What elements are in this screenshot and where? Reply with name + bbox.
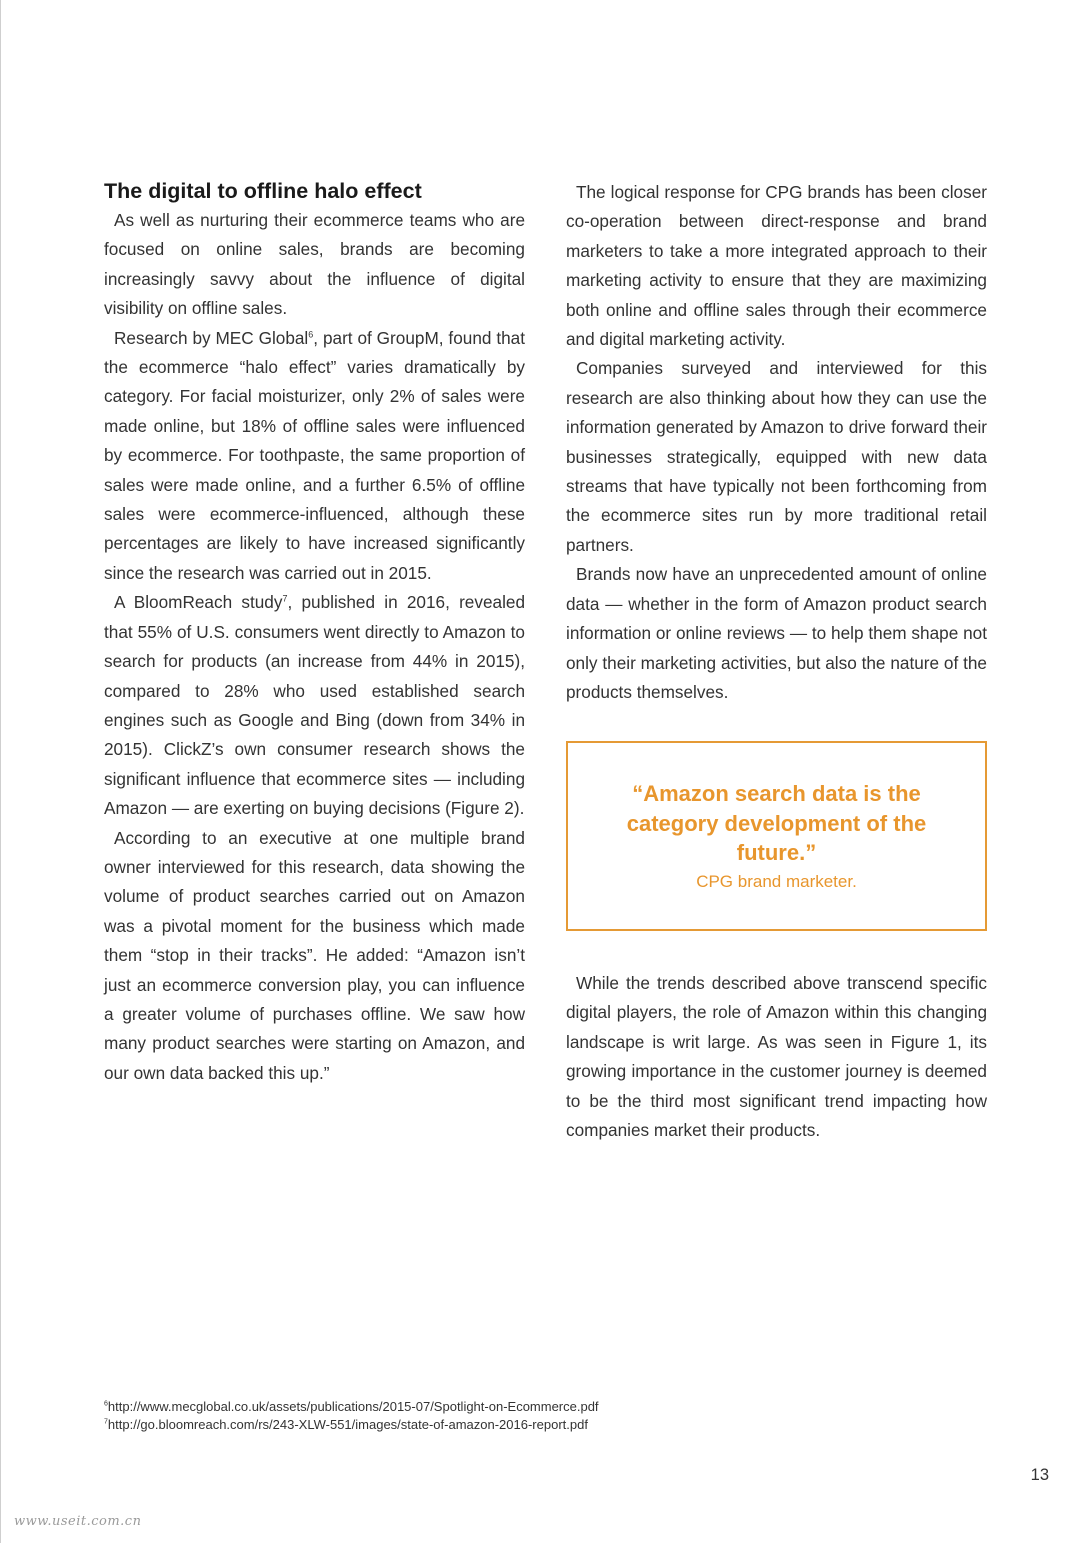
footnotes [104, 1398, 599, 1434]
pull-quote-attribution: CPG brand marketer. [696, 871, 857, 891]
footnote-ref: 6 [308, 328, 314, 339]
paragraph [104, 324, 525, 589]
paragraph-text: , published in 2016, revealed that 55% of U.S. consumers went directly to Amazon to search for products (an increase from 44% in 2015), compared to 28% who used established search engines such as Google and Bing (down from 34% in 2015). ClickZ’s own consumer research shows the significant influence that ecommerce sites — including Amazon — are exerting on buying decisions (Figure 2). [104, 592, 526, 819]
footnote-number: 6 [104, 1400, 108, 1408]
paragraph-text: A BloomReach study [114, 592, 283, 613]
right-column [566, 178, 987, 707]
section-heading: The digital to offline halo effect [104, 179, 422, 203]
footnote-link[interactable]: http://www.mecglobal.co.uk/assets/publications/2015-07/Spotlight-on-Ecommerce.pdf [107, 1399, 599, 1414]
page-number: 13 [1030, 1466, 1049, 1484]
footnote [104, 1416, 599, 1434]
pull-quote-box [566, 741, 987, 931]
paragraph-text: , part of GroupM, found that the ecommerce “halo effect” varies dramatically by category. For facial moisturizer, only 2% of sales were made online, but 18% of offline sales were influenced by ecommerce. For toothpaste, the same proportion of sales were made online, and a further 6.5% of offline sales were ecommerce-influenced, although these percentages are likely to have increased significantly since the research was carried out in 2015. [104, 327, 525, 583]
left-column [104, 178, 525, 1088]
paragraph: While the trends described above transcend specific digital players, the role of Amazon within this changing landscape is writ large. As was seen in Figure 1, its growing importance in the customer journey is deemed to be the third most significant trend impacting how companies market their products. [566, 973, 987, 1141]
watermark: www.useit.com.cn [14, 1514, 142, 1529]
paragraph: The logical response for CPG brands has been closer co-operation between direct-response and brand marketers to take a more integrated approach to their marketing activity to ensure that they are maximizing both online and offline sales through their ecommerce and digital marketing activity. [566, 182, 987, 350]
paragraph [104, 588, 525, 823]
right-column-lower [566, 969, 987, 1145]
paragraph: Brands now have an unprecedented amount of online data — whether in the form of Amazon product search information or online reviews — to help them shape not only their marketing activities, but also the nature of the products themselves. [566, 564, 987, 702]
footnote-link[interactable]: http://go.bloomreach.com/rs/243-XLW-551/images/state-of-amazon-2016-report.pdf [107, 1417, 588, 1432]
pull-quote-text: “Amazon search data is the category development of the future.” [626, 781, 927, 865]
paragraph: As well as nurturing their ecommerce teams who are focused on online sales, brands are becoming increasingly savvy about the influence of digital visibility on offline sales. [104, 210, 525, 319]
page-edge-line [0, 0, 1, 1543]
paragraph: According to an executive at one multiple brand owner interviewed for this research, data showing the volume of product searches carried out on Amazon was a pivotal moment for the business which made them “stop in their tracks”. He added: “Amazon isn’t just an ecommerce conversion play, you can influence a greater volume of purchases offline. We saw how many product searches were starting on Amazon, and our own data backed this up.” [104, 827, 525, 1083]
footnote-ref: 7 [282, 593, 288, 604]
footnote [104, 1398, 599, 1416]
footnote-number: 7 [104, 1418, 108, 1426]
paragraph: Companies surveyed and interviewed for this research are also thinking about how they can use the information generated by Amazon to drive forward their businesses strategically, equipped with new data streams that have typically not been forthcoming from the ecommerce sites run by more traditional retail partners. [566, 358, 987, 555]
paragraph-text: Research by MEC Global [114, 327, 309, 348]
